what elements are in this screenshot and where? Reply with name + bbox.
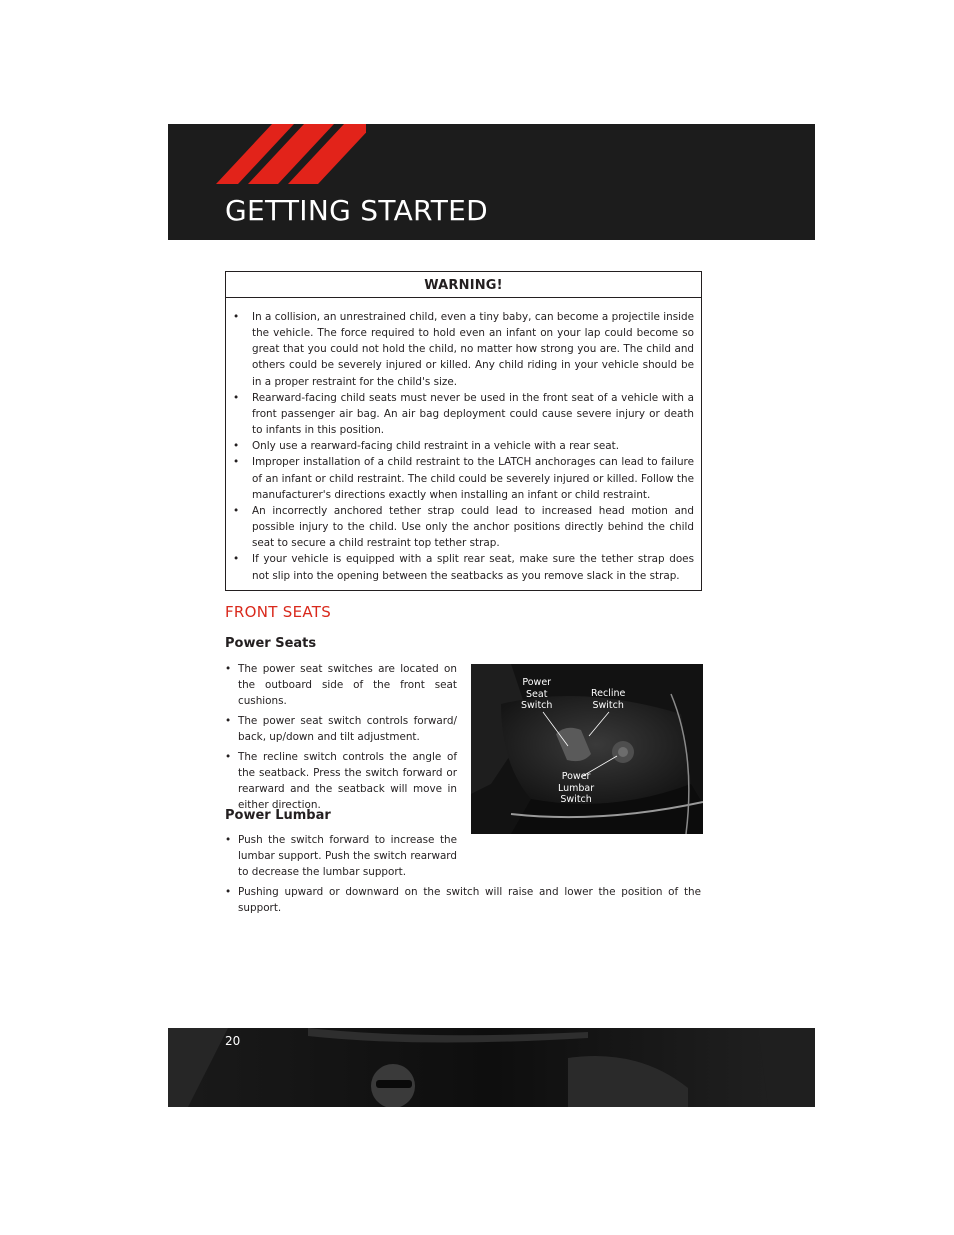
list-item: • The recline switch controls the angle of the seatback. Press the switch forward or rearward and the seatback will move in either direction. (225, 749, 457, 813)
list-item: • The power seat switch controls forward/ back, up/down and tilt adjustment. (225, 713, 457, 745)
subsection-title-power-lumbar: Power Lumbar (225, 808, 331, 823)
callout-line: Switch (592, 699, 624, 711)
callout-recline-switch (591, 688, 625, 711)
warning-item: • Only use a rearward-facing child restraint in a vehicle with a rear seat. (233, 438, 694, 454)
brand-stripes-icon (216, 124, 366, 184)
callout-line: Power (522, 677, 552, 688)
list-item: • Push the switch forward to increase the lumbar support. Push the switch rearward to decrease the lumbar support. (225, 832, 457, 880)
callout-line: Switch (560, 794, 592, 805)
warning-item: • In a collision, an unrestrained child, even a tiny baby, can become a projectile inside the vehicle. The force required to hold even an infant on your lap could become so great that you could not hold the child, no matter how strong you are. The child and others could be severely injured or killed. Any child riding in your vehicle should be in a proper restraint for the child's size. (233, 309, 694, 390)
callout-power-lumbar-switch (558, 771, 594, 806)
callout-line: Recline (591, 688, 626, 699)
page-number: 20 (225, 1034, 241, 1048)
power-seats-list (225, 661, 457, 813)
warning-list (226, 298, 701, 584)
seat-switches-photo (471, 664, 703, 834)
seat-illustration (471, 664, 703, 834)
callout-line: Power (561, 771, 591, 782)
list-item: • The power seat switches are located on the outboard side of the front seat cushions. (225, 661, 457, 709)
warning-item: • An incorrectly anchored tether strap could lead to increased head motion and possible injury to the child. Use only the anchor positions directly behind the child seat to secure a child restraint top tether strap. (233, 503, 694, 551)
section-title-front-seats: FRONT SEATS (225, 603, 332, 621)
header-band (168, 124, 815, 240)
callout-line: Seat (526, 688, 548, 700)
footer-band (168, 1028, 815, 1107)
footer-photo (168, 1028, 815, 1107)
callout-power-seat-switch (521, 677, 552, 712)
subsection-title-power-seats: Power Seats (225, 636, 317, 651)
warning-item: • If your vehicle is equipped with a split rear seat, make sure the tether strap does not slip into the opening between the seatbacks as you remove slack in the strap. (233, 551, 694, 583)
warning-item: • Improper installation of a child restraint to the LATCH anchorages can lead to failure of an infant or child restraint. The child could be severely injured or killed. Follow the manufacturer's directions exactly when installing an infant or child restraint. (233, 454, 694, 502)
power-lumbar-list-wide (225, 884, 701, 916)
callout-line: Switch (521, 700, 553, 711)
callout-line: Lumbar (558, 782, 595, 794)
warning-box (225, 271, 702, 591)
warning-heading: WARNING! (226, 272, 701, 298)
page-title: GETTING STARTED (225, 194, 489, 227)
power-lumbar-list (225, 832, 457, 880)
list-item: • Pushing upward or downward on the switch will raise and lower the position of the support. (225, 884, 701, 916)
warning-item: • Rearward-facing child seats must never be used in the front seat of a vehicle with a front passenger air bag. An air bag deployment could cause severe injury or death to infants in this position. (233, 390, 694, 438)
